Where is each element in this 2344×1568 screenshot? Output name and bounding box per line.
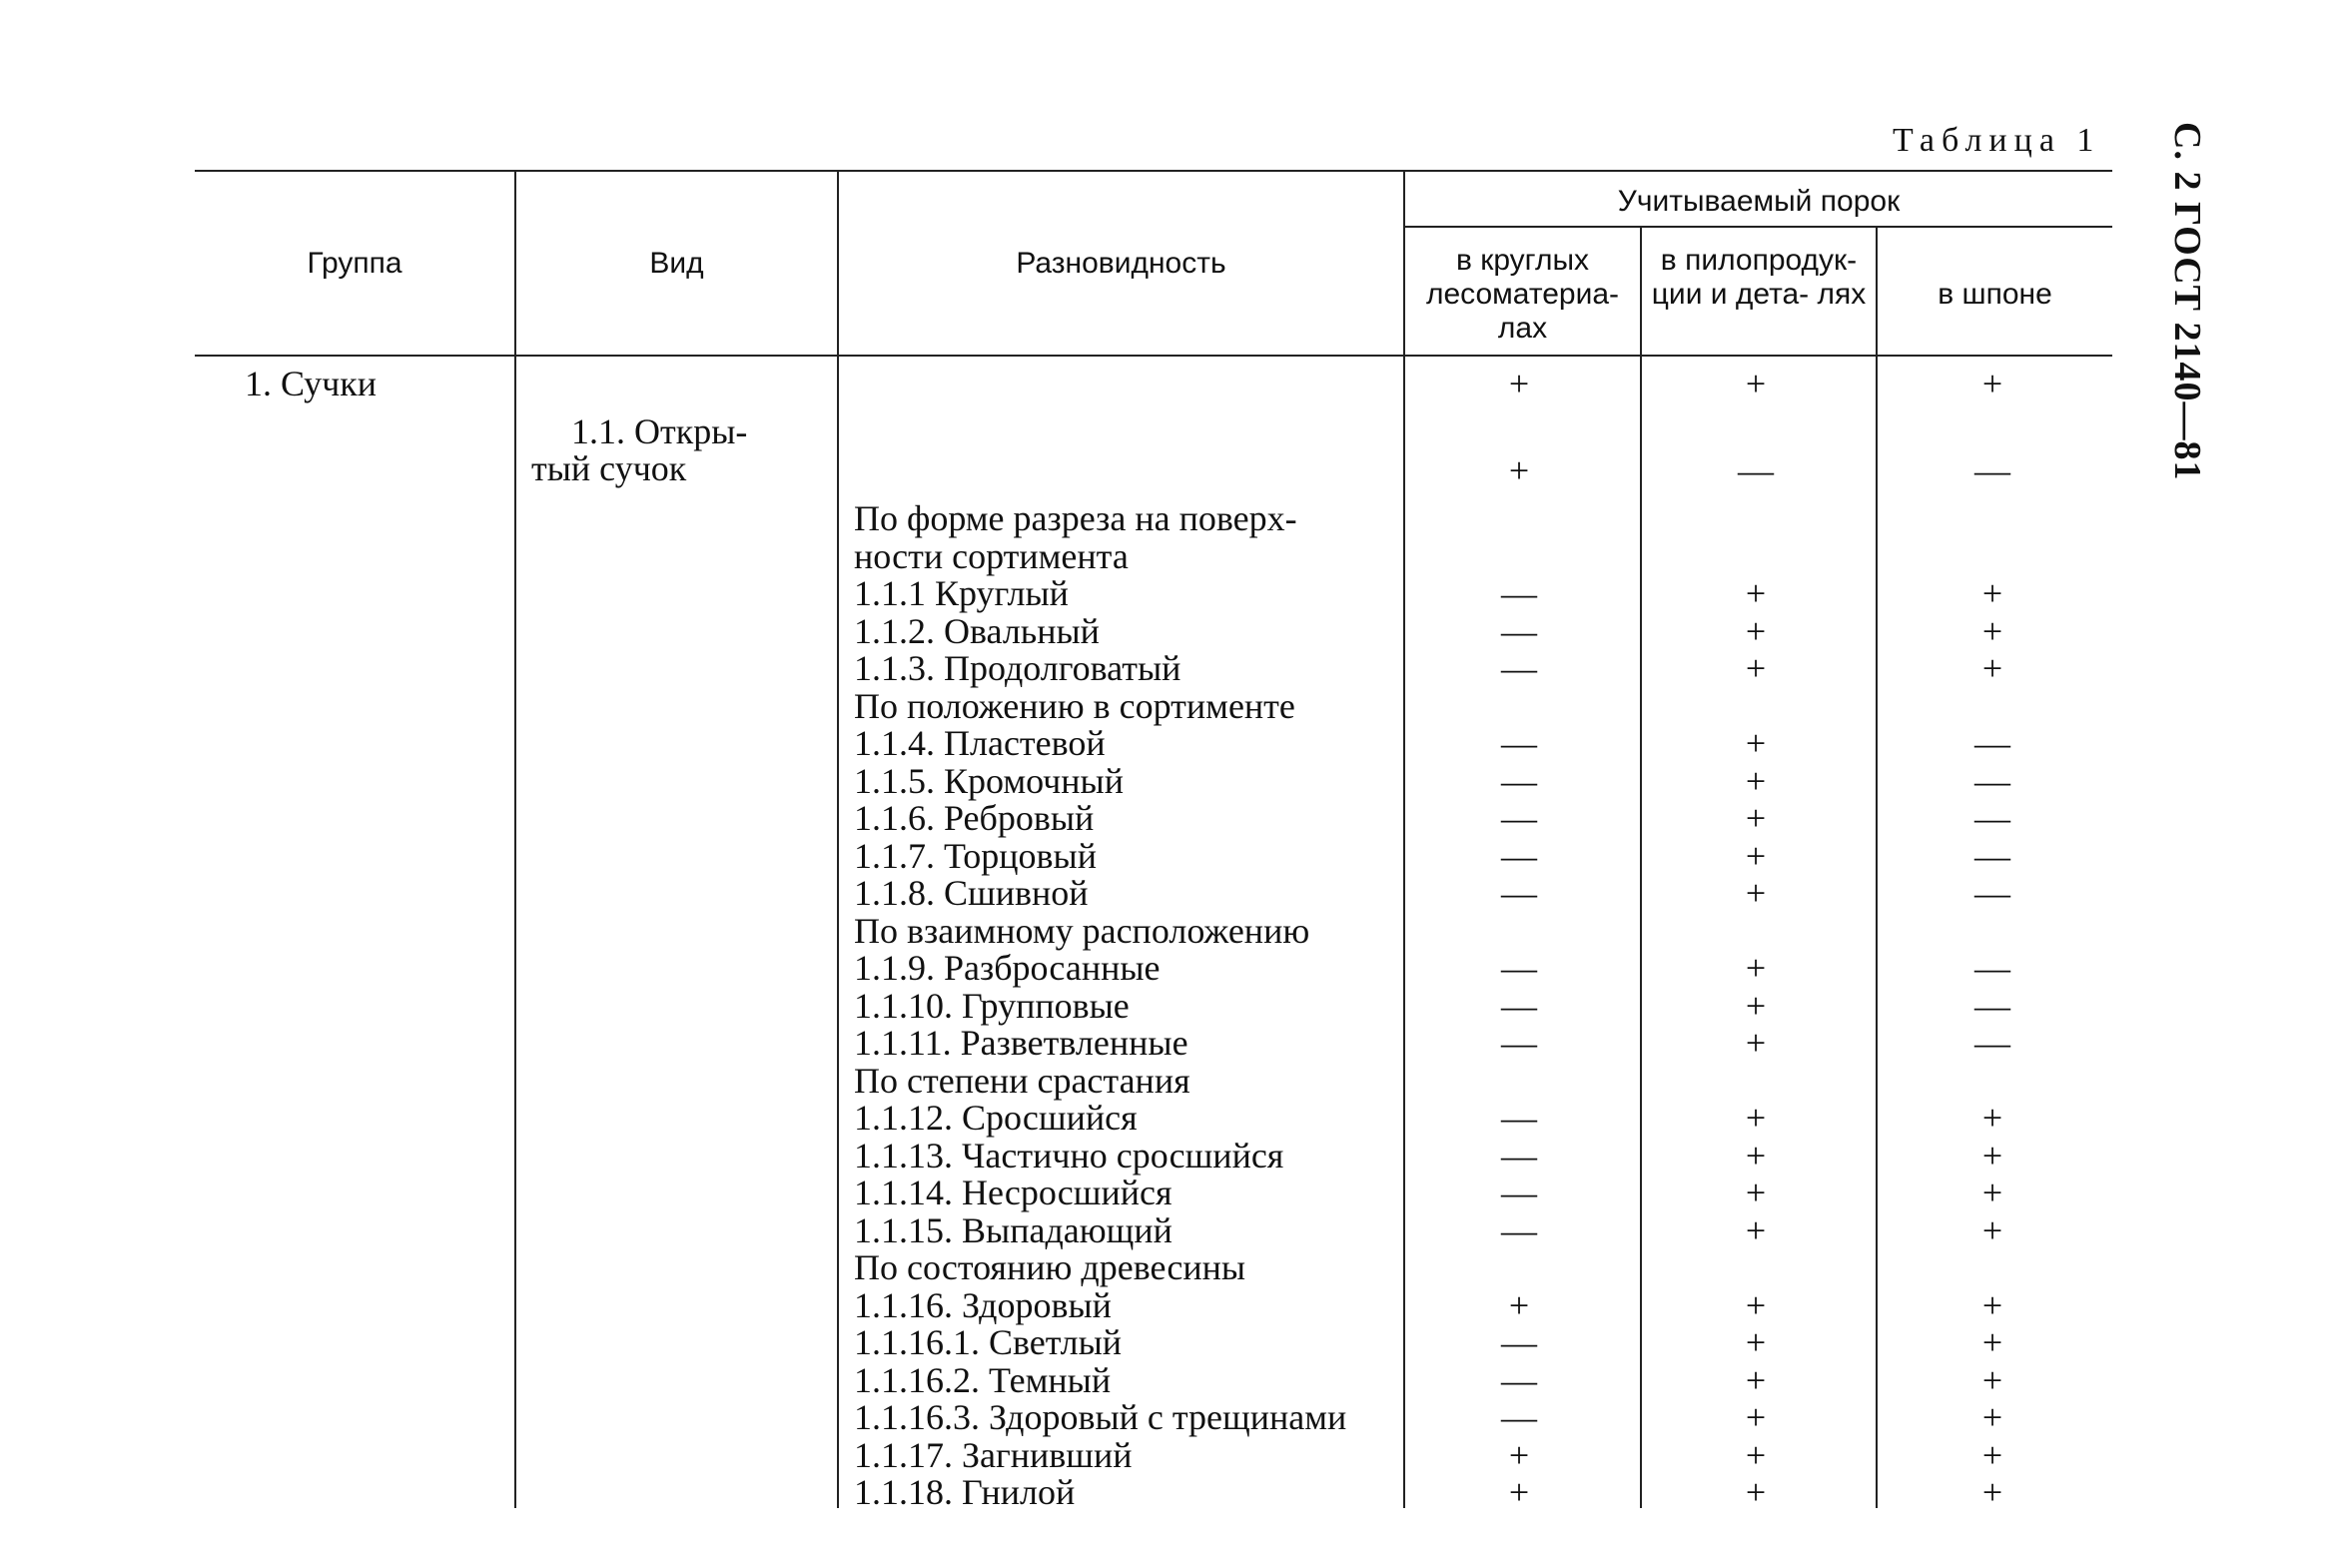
mark-round: —: [1501, 873, 1537, 913]
mark-sawn: +: [1745, 1098, 1767, 1138]
mark-sawn: +: [1745, 1322, 1767, 1362]
mark-round: +: [1508, 1284, 1530, 1325]
table-row: [854, 985, 2122, 1026]
table-row: [854, 1209, 2122, 1250]
variety-label: 1.1.16.3. Здоровый с трещинами: [854, 1397, 1347, 1437]
variety-label: По состоянию древесины: [854, 1247, 1246, 1287]
mark-sawn: +: [1745, 948, 1767, 988]
table-row: [854, 685, 2122, 726]
table-row: [854, 647, 2122, 688]
mark-veneer: +: [1981, 1173, 2003, 1212]
table-row: [854, 610, 2122, 651]
mark-round: —: [1501, 1322, 1537, 1362]
mark-veneer: +: [1981, 1434, 2003, 1475]
mark-round: —: [1501, 1135, 1537, 1176]
table-row: [854, 1060, 2122, 1101]
mark-sawn: +: [1745, 723, 1767, 763]
variety-label: 1.1.5. Кромочный: [854, 760, 1124, 801]
table-row: [854, 910, 2122, 951]
table-row: [854, 1359, 2122, 1400]
mark-sawn: +: [1745, 1397, 1767, 1437]
variety-label: 1.1.11. Разветвленные: [854, 1023, 1188, 1063]
variety-label: 1.1.6. Ребровый: [854, 798, 1095, 838]
mark-sawn: +: [1745, 835, 1767, 876]
table-row: [854, 1135, 2122, 1176]
mark-veneer: +: [1981, 1472, 2003, 1512]
header-variety: Разновидность: [1016, 247, 1226, 280]
variety-label: 1.1.17. Загнивший: [854, 1434, 1133, 1475]
variety-label: 1.1.14. Несросшийся: [854, 1173, 1172, 1212]
table-row: [854, 1284, 2122, 1325]
variety-label: 1.1.13. Частично сросшийся: [854, 1135, 1284, 1176]
variety-label: 1.1.16. Здоровый: [854, 1284, 1112, 1325]
header-kind: Вид: [649, 247, 704, 280]
mark-veneer: —: [1974, 835, 2010, 876]
mark-sawn: +: [1745, 1173, 1767, 1212]
mark-veneer: —: [1974, 948, 2010, 988]
mark-sawn: +: [1745, 1434, 1767, 1475]
mark-sawn: +: [1745, 648, 1767, 688]
kind-label-line-1: 1.1. Откры-: [571, 411, 748, 451]
mark-veneer: —: [1974, 760, 2010, 801]
header-group: Группа: [307, 247, 402, 280]
mark-veneer: +: [1981, 648, 2003, 688]
variety-label: 1.1.8. Сшивной: [854, 873, 1089, 913]
mark-round: +: [1508, 1472, 1530, 1512]
header-round-timber: в круглых лесоматериа- лах: [1425, 244, 1620, 345]
mark-veneer: +: [1981, 1098, 2003, 1138]
mark-veneer: —: [1974, 985, 2010, 1026]
mark-veneer: +: [1981, 1359, 2003, 1400]
column-divider-1: [514, 170, 516, 1508]
variety-label: 1.1.3. Продолговатый: [854, 648, 1181, 688]
mark-veneer: —: [1974, 1023, 2010, 1063]
kind-marks-row: [854, 449, 2122, 490]
table-row: [854, 835, 2122, 876]
mark-veneer: +: [1981, 1322, 2003, 1362]
mark-round: +: [1508, 1434, 1530, 1475]
table-top-border: [195, 170, 2112, 172]
variety-label: По степени срастания: [854, 1060, 1190, 1101]
variety-label: 1.1.15. Выпадающий: [854, 1209, 1172, 1250]
variety-label: 1.1.4. Пластевой: [854, 723, 1106, 763]
mark-sawn: +: [1745, 985, 1767, 1026]
variety-label: 1.1.12. Сросшийся: [854, 1098, 1138, 1138]
mark-round: —: [1501, 985, 1537, 1026]
mark-sawn: +: [1745, 760, 1767, 801]
table-row: [854, 760, 2122, 801]
variety-label: 1.1.1 Круглый: [854, 573, 1069, 613]
mark-sawn: +: [1745, 1359, 1767, 1400]
mark-veneer: +: [1981, 1135, 2003, 1176]
table-row: [854, 1471, 2122, 1512]
mark-round: —: [1501, 948, 1537, 988]
mark-round: —: [1501, 835, 1537, 876]
header-veneer: в шпоне: [1938, 278, 2052, 311]
header-threshold: Учитываемый порок: [1617, 185, 1901, 218]
mark-sawn: +: [1745, 798, 1767, 838]
kind-label-line-2: тый сучок: [531, 448, 687, 488]
table-row: [854, 1246, 2122, 1287]
header-sawn-timber: в пилопродук- ции и дета- лях: [1651, 244, 1867, 311]
mark-sawn: +: [1745, 1023, 1767, 1063]
mark-round: —: [1501, 1173, 1537, 1212]
mark-sawn: +: [1745, 1472, 1767, 1512]
mark-sawn: +: [1745, 1135, 1767, 1176]
table-row: [854, 872, 2122, 913]
mark-veneer: +: [1981, 1397, 2003, 1437]
mark-veneer: +: [1981, 1284, 2003, 1325]
table-row: [854, 722, 2122, 763]
group-label: 1. Сучки: [245, 364, 377, 403]
table-row: [854, 1396, 2122, 1437]
mark-veneer: +: [1981, 364, 2003, 403]
mark-sawn: +: [1745, 573, 1767, 613]
mark-veneer: +: [1981, 610, 2003, 651]
variety-label: По форме разреза на поверх-: [854, 498, 1297, 538]
mark-sawn: +: [1745, 364, 1767, 403]
table-row: [854, 1434, 2122, 1475]
variety-label: 1.1.9. Разбросанные: [854, 948, 1161, 988]
mark-sawn: +: [1745, 610, 1767, 651]
variety-label: ности сортимента: [854, 535, 1129, 576]
mark-round: +: [1508, 364, 1530, 403]
table-row: [854, 1022, 2122, 1063]
table-row: [854, 1321, 2122, 1362]
mark-round: —: [1501, 723, 1537, 763]
mark-round: —: [1501, 573, 1537, 613]
mark-round: —: [1501, 798, 1537, 838]
subheader-divider: [1403, 226, 2112, 228]
table-row: [854, 497, 2122, 538]
mark-round: —: [1501, 1397, 1537, 1437]
mark-round: —: [1501, 648, 1537, 688]
mark-round: —: [1501, 1209, 1537, 1250]
table-row: [854, 535, 2122, 576]
mark-veneer: —: [1974, 873, 2010, 913]
table-caption: Таблица 1: [1893, 122, 2101, 159]
mark-veneer: —: [1974, 798, 2010, 838]
variety-label: 1.1.10. Групповые: [854, 985, 1130, 1026]
mark-veneer: +: [1981, 573, 2003, 613]
mark-round: —: [1501, 1359, 1537, 1400]
mark-sawn: +: [1745, 873, 1767, 913]
mark-veneer: —: [1974, 450, 2010, 490]
variety-label: 1.1.16.1. Светлый: [854, 1322, 1123, 1362]
mark-round: —: [1501, 1023, 1537, 1063]
mark-sawn: +: [1745, 1209, 1767, 1250]
table-row: [854, 797, 2122, 838]
mark-sawn: +: [1745, 1284, 1767, 1325]
variety-label: 1.1.16.2. Темный: [854, 1359, 1112, 1400]
variety-label: 1.1.18. Гнилой: [854, 1472, 1076, 1512]
mark-round: —: [1501, 760, 1537, 801]
mark-sawn: —: [1738, 450, 1774, 490]
group-marks-row: [854, 363, 2122, 403]
header-bottom-border: [195, 355, 2112, 357]
variety-label: По взаимному расположению: [854, 910, 1310, 951]
mark-round: —: [1501, 610, 1537, 651]
mark-veneer: —: [1974, 723, 2010, 763]
table-row: [854, 1097, 2122, 1138]
column-divider-2: [837, 170, 839, 1508]
mark-round: —: [1501, 1098, 1537, 1138]
variety-label: 1.1.2. Овальный: [854, 610, 1100, 651]
variety-label: По положению в сортименте: [854, 685, 1295, 726]
table-row: [854, 572, 2122, 613]
page-header-side: С. 2 ГОСТ 2140—81: [2166, 122, 2208, 481]
variety-label: 1.1.7. Торцовый: [854, 835, 1097, 876]
mark-veneer: +: [1981, 1209, 2003, 1250]
table-row: [854, 1172, 2122, 1212]
table-row: [854, 947, 2122, 988]
mark-round: +: [1508, 450, 1530, 490]
